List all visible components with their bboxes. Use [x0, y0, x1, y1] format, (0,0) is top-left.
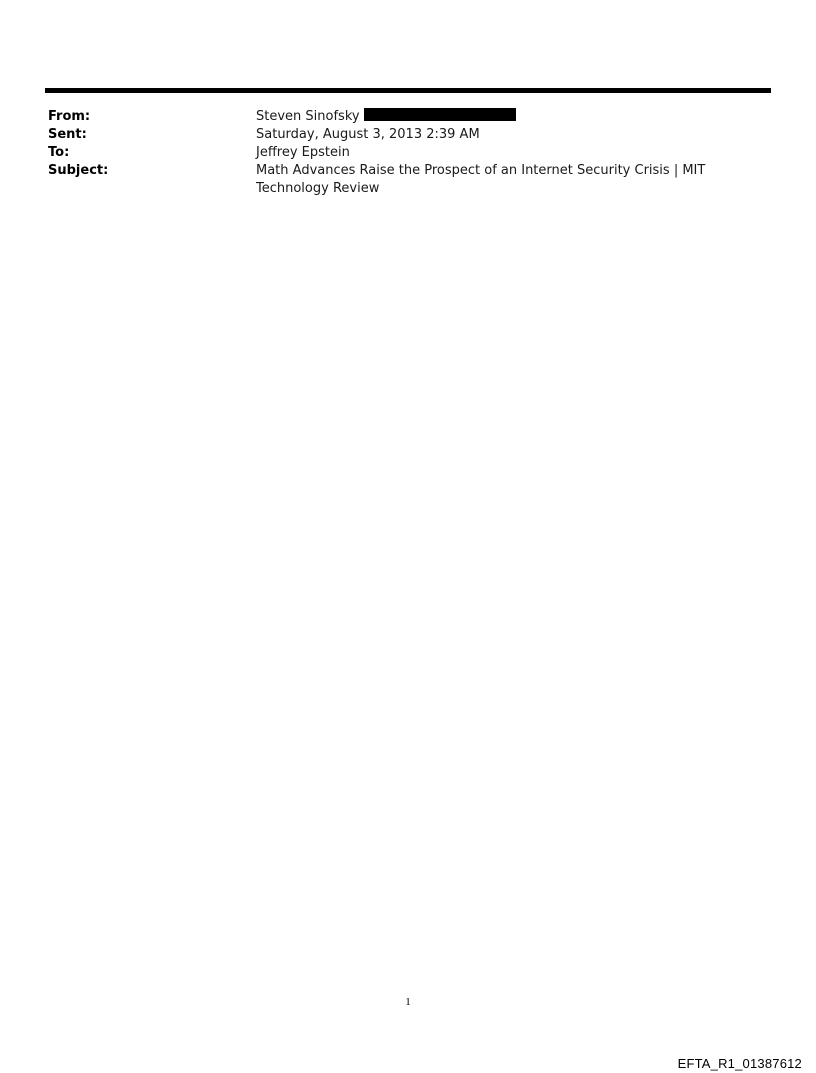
to-value: Jeffrey Epstein: [256, 145, 350, 160]
subject-row: [48, 162, 768, 198]
to-row: [48, 144, 768, 162]
bates-number: EFTA_R1_01387612: [677, 1056, 802, 1071]
sent-row: [48, 126, 768, 144]
to-label: To:: [48, 145, 70, 160]
from-row: [48, 108, 768, 126]
email-header: [48, 108, 768, 198]
redaction-block: [364, 108, 516, 121]
from-field: [256, 108, 756, 126]
sent-value: Saturday, August 3, 2013 2:39 AM: [256, 127, 480, 142]
header-divider: [45, 88, 771, 93]
page-number: 1: [405, 996, 411, 1008]
subject-value: Math Advances Raise the Prospect of an Internet Security Crisis | MIT Technology Review: [256, 163, 706, 196]
from-value: Steven Sinofsky: [256, 109, 360, 124]
sent-label: Sent:: [48, 127, 87, 142]
from-label: From:: [48, 109, 91, 124]
subject-label: Subject:: [48, 163, 109, 178]
